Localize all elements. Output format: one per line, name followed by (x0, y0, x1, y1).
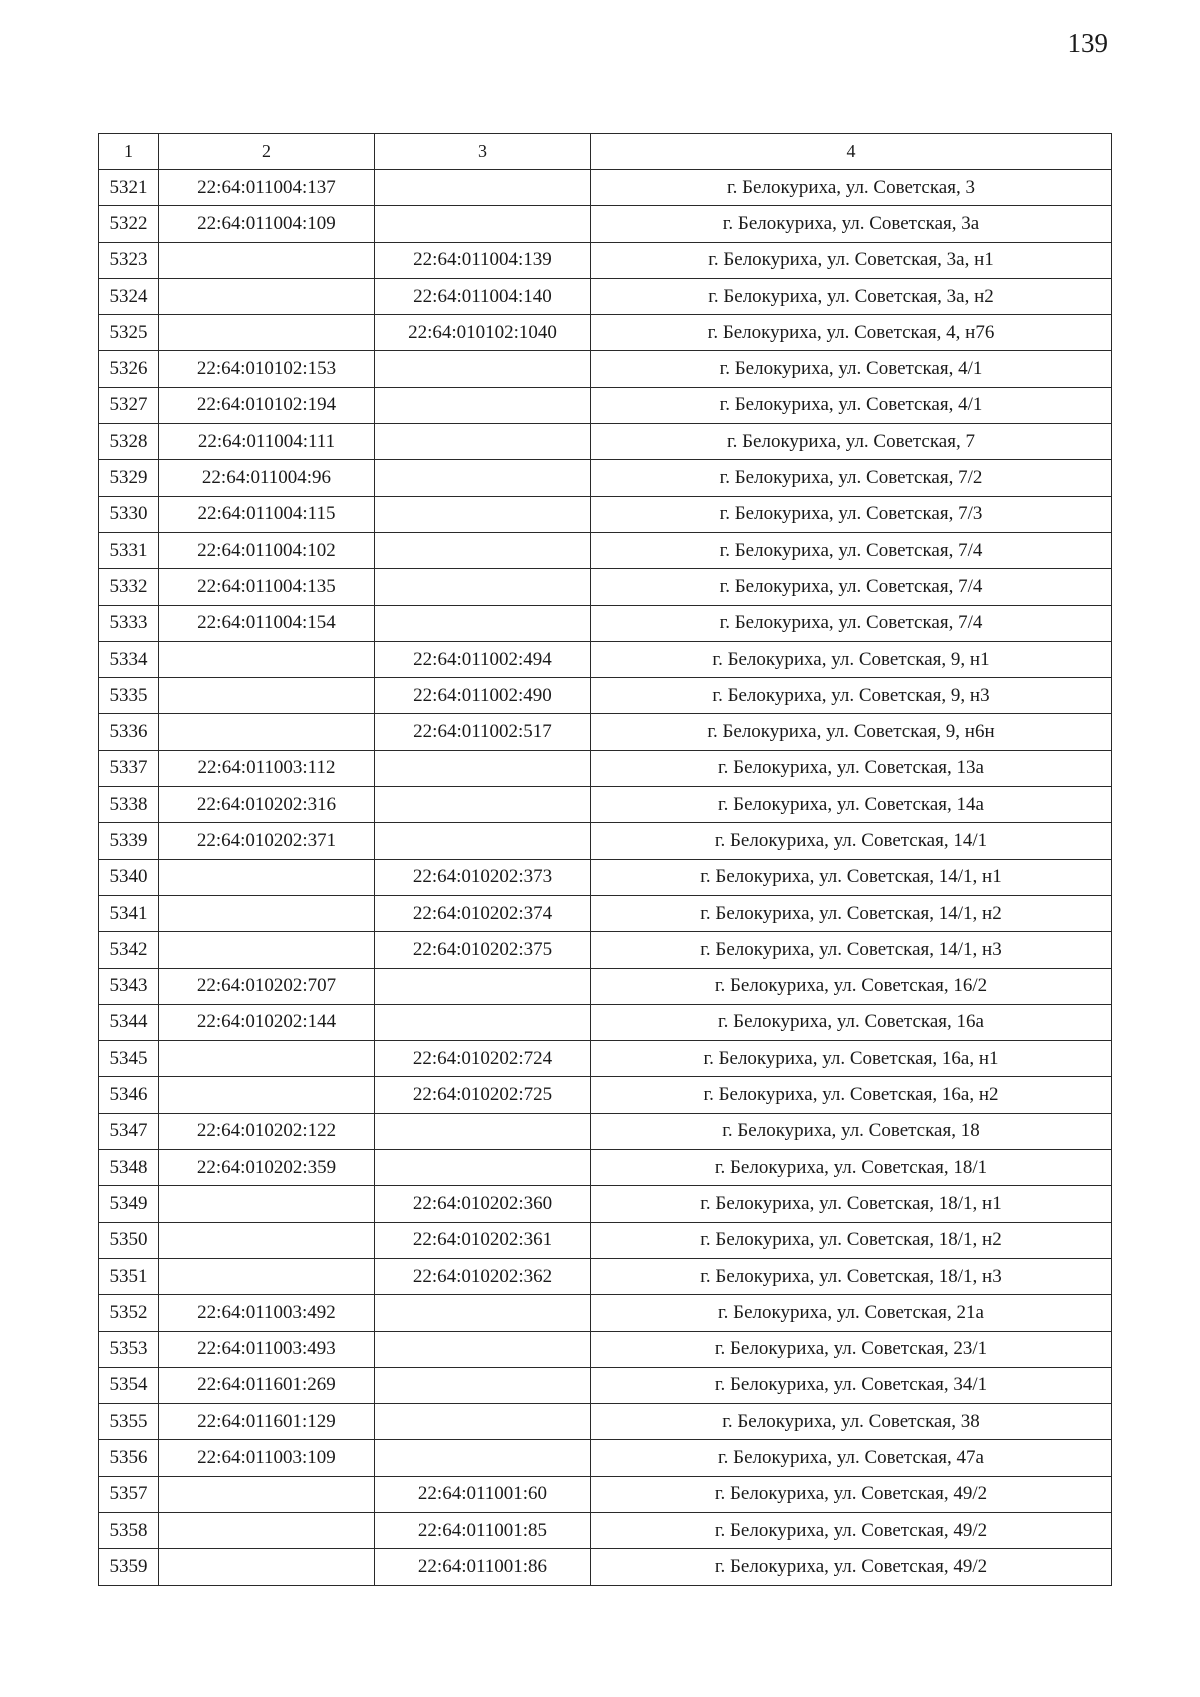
table-row (99, 1113, 1112, 1149)
address-cell: г. Белокуриха, ул. Советская, 9, н1 (591, 641, 1112, 677)
row-number-cell: 5342 (99, 932, 159, 968)
building-cadastral-cell (375, 569, 591, 605)
address-cell: г. Белокуриха, ул. Советская, 16а, н2 (591, 1077, 1112, 1113)
row-number-cell: 5327 (99, 387, 159, 423)
address-cell: г. Белокуриха, ул. Советская, 4/1 (591, 387, 1112, 423)
building-cadastral-cell (375, 1404, 591, 1440)
address-cell: г. Белокуриха, ул. Советская, 7 (591, 424, 1112, 460)
cadastral-number-cell: 22:64:011004:102 (159, 532, 375, 568)
table-row (99, 1295, 1112, 1331)
row-number-cell: 5355 (99, 1404, 159, 1440)
address-cell: г. Белокуриха, ул. Советская, 7/4 (591, 532, 1112, 568)
table-row (99, 1258, 1112, 1294)
cadastral-number-cell: 22:64:010202:359 (159, 1150, 375, 1186)
row-number-cell: 5332 (99, 569, 159, 605)
row-number-cell: 5359 (99, 1549, 159, 1585)
building-cadastral-cell (375, 206, 591, 242)
table-row (99, 496, 1112, 532)
row-number-cell: 5328 (99, 424, 159, 460)
address-cell: г. Белокуриха, ул. Советская, 18/1, н1 (591, 1186, 1112, 1222)
address-cell: г. Белокуриха, ул. Советская, 18/1, н2 (591, 1222, 1112, 1258)
address-cell: г. Белокуриха, ул. Советская, 16/2 (591, 968, 1112, 1004)
row-number-cell: 5326 (99, 351, 159, 387)
address-cell: г. Белокуриха, ул. Советская, 14а (591, 787, 1112, 823)
row-number-cell: 5352 (99, 1295, 159, 1331)
cadastral-number-cell: 22:64:011004:135 (159, 569, 375, 605)
row-number-cell: 5354 (99, 1367, 159, 1403)
address-cell: г. Белокуриха, ул. Советская, 9, н6н (591, 714, 1112, 750)
row-number-cell: 5346 (99, 1077, 159, 1113)
table-row (99, 1004, 1112, 1040)
address-cell: г. Белокуриха, ул. Советская, 7/4 (591, 569, 1112, 605)
cadastral-number-cell (159, 895, 375, 931)
table-row (99, 1222, 1112, 1258)
registry-table-body (99, 134, 1112, 1586)
address-cell: г. Белокуриха, ул. Советская, 16а (591, 1004, 1112, 1040)
address-cell: г. Белокуриха, ул. Советская, 9, н3 (591, 678, 1112, 714)
table-row (99, 460, 1112, 496)
building-cadastral-cell: 22:64:011001:86 (375, 1549, 591, 1585)
building-cadastral-cell: 22:64:010202:361 (375, 1222, 591, 1258)
cadastral-number-cell: 22:64:011004:96 (159, 460, 375, 496)
cadastral-number-cell: 22:64:010202:122 (159, 1113, 375, 1149)
cadastral-number-cell (159, 932, 375, 968)
cadastral-number-cell (159, 242, 375, 278)
cadastral-number-cell (159, 1186, 375, 1222)
address-cell: г. Белокуриха, ул. Советская, 3а (591, 206, 1112, 242)
row-number-cell: 5334 (99, 641, 159, 677)
building-cadastral-cell (375, 460, 591, 496)
building-cadastral-cell (375, 787, 591, 823)
row-number-cell: 5335 (99, 678, 159, 714)
address-cell: г. Белокуриха, ул. Советская, 16а, н1 (591, 1041, 1112, 1077)
building-cadastral-cell (375, 1004, 591, 1040)
table-row (99, 387, 1112, 423)
cadastral-number-cell: 22:64:010202:707 (159, 968, 375, 1004)
building-cadastral-cell: 22:64:011002:494 (375, 641, 591, 677)
address-cell: г. Белокуриха, ул. Советская, 49/2 (591, 1549, 1112, 1585)
address-cell: г. Белокуриха, ул. Советская, 49/2 (591, 1476, 1112, 1512)
building-cadastral-cell (375, 605, 591, 641)
table-row (99, 424, 1112, 460)
table-row (99, 569, 1112, 605)
page-number: 139 (1067, 28, 1108, 58)
table-row (99, 714, 1112, 750)
cadastral-number-cell (159, 278, 375, 314)
building-cadastral-cell (375, 1440, 591, 1476)
table-row (99, 1367, 1112, 1403)
table-row (99, 968, 1112, 1004)
building-cadastral-cell (375, 532, 591, 568)
building-cadastral-cell: 22:64:011001:85 (375, 1512, 591, 1548)
table-row (99, 823, 1112, 859)
building-cadastral-cell: 22:64:011002:490 (375, 678, 591, 714)
table-row (99, 1150, 1112, 1186)
header-cell-3: 3 (375, 134, 591, 170)
address-cell: г. Белокуриха, ул. Советская, 14/1, н2 (591, 895, 1112, 931)
cadastral-number-cell (159, 714, 375, 750)
table-row (99, 315, 1112, 351)
cadastral-number-cell (159, 1041, 375, 1077)
address-cell: г. Белокуриха, ул. Советская, 3 (591, 170, 1112, 206)
row-number-cell: 5330 (99, 496, 159, 532)
cadastral-number-cell (159, 1512, 375, 1548)
row-number-cell: 5339 (99, 823, 159, 859)
cadastral-number-cell (159, 641, 375, 677)
address-cell: г. Белокуриха, ул. Советская, 7/2 (591, 460, 1112, 496)
address-cell: г. Белокуриха, ул. Советская, 4, н76 (591, 315, 1112, 351)
row-number-cell: 5356 (99, 1440, 159, 1476)
table-row (99, 242, 1112, 278)
row-number-cell: 5348 (99, 1150, 159, 1186)
row-number-cell: 5345 (99, 1041, 159, 1077)
table-row (99, 351, 1112, 387)
building-cadastral-cell: 22:64:010202:373 (375, 859, 591, 895)
address-cell: г. Белокуриха, ул. Советская, 18 (591, 1113, 1112, 1149)
address-cell: г. Белокуриха, ул. Советская, 23/1 (591, 1331, 1112, 1367)
building-cadastral-cell: 22:64:010202:374 (375, 895, 591, 931)
building-cadastral-cell (375, 387, 591, 423)
building-cadastral-cell: 22:64:010202:375 (375, 932, 591, 968)
table-row (99, 1041, 1112, 1077)
header-cell-4: 4 (591, 134, 1112, 170)
table-row (99, 1404, 1112, 1440)
cadastral-number-cell: 22:64:010202:371 (159, 823, 375, 859)
row-number-cell: 5336 (99, 714, 159, 750)
building-cadastral-cell (375, 750, 591, 786)
address-cell: г. Белокуриха, ул. Советская, 7/3 (591, 496, 1112, 532)
row-number-cell: 5324 (99, 278, 159, 314)
table-row (99, 678, 1112, 714)
table-row (99, 750, 1112, 786)
row-number-cell: 5343 (99, 968, 159, 1004)
cadastral-number-cell: 22:64:011003:493 (159, 1331, 375, 1367)
building-cadastral-cell: 22:64:011002:517 (375, 714, 591, 750)
address-cell: г. Белокуриха, ул. Советская, 14/1 (591, 823, 1112, 859)
building-cadastral-cell (375, 351, 591, 387)
building-cadastral-cell (375, 1150, 591, 1186)
row-number-cell: 5351 (99, 1258, 159, 1294)
table-row (99, 859, 1112, 895)
building-cadastral-cell (375, 1367, 591, 1403)
row-number-cell: 5341 (99, 895, 159, 931)
building-cadastral-cell: 22:64:010202:362 (375, 1258, 591, 1294)
building-cadastral-cell (375, 496, 591, 532)
row-number-cell: 5358 (99, 1512, 159, 1548)
row-number-cell: 5340 (99, 859, 159, 895)
cadastral-number-cell: 22:64:010202:316 (159, 787, 375, 823)
table-row (99, 932, 1112, 968)
row-number-cell: 5329 (99, 460, 159, 496)
building-cadastral-cell: 22:64:011001:60 (375, 1476, 591, 1512)
cadastral-number-cell (159, 315, 375, 351)
address-cell: г. Белокуриха, ул. Советская, 4/1 (591, 351, 1112, 387)
address-cell: г. Белокуриха, ул. Советская, 14/1, н3 (591, 932, 1112, 968)
registry-table (98, 133, 1112, 1586)
table-row (99, 605, 1112, 641)
table-row (99, 1512, 1112, 1548)
row-number-cell: 5338 (99, 787, 159, 823)
row-number-cell: 5347 (99, 1113, 159, 1149)
cadastral-number-cell: 22:64:011601:269 (159, 1367, 375, 1403)
table-header-row (99, 134, 1112, 170)
row-number-cell: 5325 (99, 315, 159, 351)
row-number-cell: 5349 (99, 1186, 159, 1222)
building-cadastral-cell: 22:64:010202:725 (375, 1077, 591, 1113)
building-cadastral-cell (375, 170, 591, 206)
building-cadastral-cell (375, 1113, 591, 1149)
address-cell: г. Белокуриха, ул. Советская, 18/1, н3 (591, 1258, 1112, 1294)
building-cadastral-cell: 22:64:011004:140 (375, 278, 591, 314)
cadastral-number-cell: 22:64:011004:137 (159, 170, 375, 206)
cadastral-number-cell: 22:64:010102:153 (159, 351, 375, 387)
table-row (99, 1440, 1112, 1476)
address-cell: г. Белокуриха, ул. Советская, 49/2 (591, 1512, 1112, 1548)
cadastral-number-cell: 22:64:011003:112 (159, 750, 375, 786)
building-cadastral-cell: 22:64:010202:360 (375, 1186, 591, 1222)
address-cell: г. Белокуриха, ул. Советская, 7/4 (591, 605, 1112, 641)
building-cadastral-cell (375, 823, 591, 859)
building-cadastral-cell (375, 968, 591, 1004)
address-cell: г. Белокуриха, ул. Советская, 3а, н1 (591, 242, 1112, 278)
cadastral-number-cell (159, 678, 375, 714)
header-cell-1: 1 (99, 134, 159, 170)
cadastral-number-cell: 22:64:011004:154 (159, 605, 375, 641)
cadastral-number-cell (159, 1549, 375, 1585)
row-number-cell: 5333 (99, 605, 159, 641)
table-row (99, 278, 1112, 314)
address-cell: г. Белокуриха, ул. Советская, 18/1 (591, 1150, 1112, 1186)
address-cell: г. Белокуриха, ул. Советская, 34/1 (591, 1367, 1112, 1403)
address-cell: г. Белокуриха, ул. Советская, 21а (591, 1295, 1112, 1331)
table-row (99, 532, 1112, 568)
cadastral-number-cell (159, 859, 375, 895)
table-row (99, 1476, 1112, 1512)
building-cadastral-cell: 22:64:010202:724 (375, 1041, 591, 1077)
cadastral-number-cell: 22:64:010102:194 (159, 387, 375, 423)
building-cadastral-cell: 22:64:010102:1040 (375, 315, 591, 351)
building-cadastral-cell (375, 424, 591, 460)
cadastral-number-cell: 22:64:011601:129 (159, 1404, 375, 1440)
cadastral-number-cell (159, 1222, 375, 1258)
address-cell: г. Белокуриха, ул. Советская, 38 (591, 1404, 1112, 1440)
row-number-cell: 5331 (99, 532, 159, 568)
row-number-cell: 5337 (99, 750, 159, 786)
cadastral-number-cell: 22:64:010202:144 (159, 1004, 375, 1040)
cadastral-number-cell: 22:64:011003:109 (159, 1440, 375, 1476)
cadastral-number-cell: 22:64:011004:109 (159, 206, 375, 242)
cadastral-number-cell (159, 1258, 375, 1294)
table-row (99, 1549, 1112, 1585)
building-cadastral-cell (375, 1331, 591, 1367)
address-cell: г. Белокуриха, ул. Советская, 13а (591, 750, 1112, 786)
table-row (99, 1186, 1112, 1222)
cadastral-number-cell (159, 1077, 375, 1113)
building-cadastral-cell: 22:64:011004:139 (375, 242, 591, 278)
table-row (99, 895, 1112, 931)
header-cell-2: 2 (159, 134, 375, 170)
table-row (99, 170, 1112, 206)
building-cadastral-cell (375, 1295, 591, 1331)
row-number-cell: 5323 (99, 242, 159, 278)
cadastral-number-cell: 22:64:011004:115 (159, 496, 375, 532)
row-number-cell: 5350 (99, 1222, 159, 1258)
row-number-cell: 5353 (99, 1331, 159, 1367)
cadastral-number-cell: 22:64:011004:111 (159, 424, 375, 460)
table-row (99, 1331, 1112, 1367)
row-number-cell: 5321 (99, 170, 159, 206)
address-cell: г. Белокуриха, ул. Советская, 47а (591, 1440, 1112, 1476)
row-number-cell: 5344 (99, 1004, 159, 1040)
row-number-cell: 5322 (99, 206, 159, 242)
table-row (99, 1077, 1112, 1113)
cadastral-number-cell: 22:64:011003:492 (159, 1295, 375, 1331)
cadastral-number-cell (159, 1476, 375, 1512)
address-cell: г. Белокуриха, ул. Советская, 3а, н2 (591, 278, 1112, 314)
table-row (99, 206, 1112, 242)
address-cell: г. Белокуриха, ул. Советская, 14/1, н1 (591, 859, 1112, 895)
table-row (99, 787, 1112, 823)
table-row (99, 641, 1112, 677)
row-number-cell: 5357 (99, 1476, 159, 1512)
